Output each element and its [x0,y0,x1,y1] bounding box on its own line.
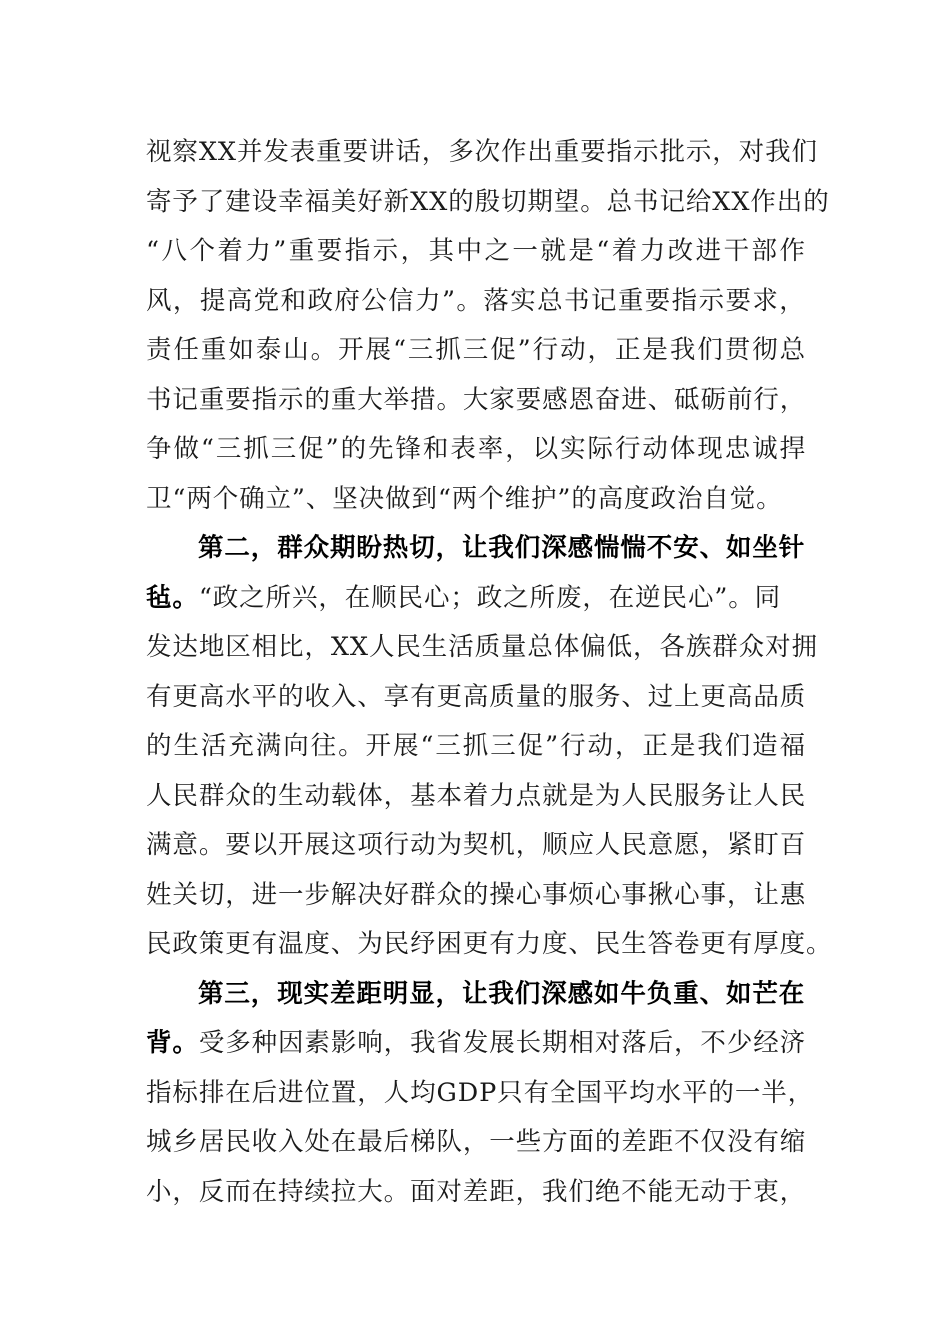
paragraph-1 [146,128,830,524]
text-line: 的 生 活 充 满 向 往 。 开 展 “ 三 抓 三 促 ” 行 动 ， 正 是 我 们 造 福 [146,731,806,761]
heading-end: 毡。 [146,582,199,613]
paragraph-3 [146,970,815,1218]
text-line: 责 任 重 如 泰 山 。 开 展 “ 三 抓 三 促 ” 行 动 ， 正 是 我 们 贯 彻 总 [146,335,806,365]
text-line: 人 民 群 众 的 生 动 载 体 ， 基 本 着 力 点 就 是 为 人 民 服 务 让 人 民 [146,780,807,811]
section-heading: 第二，群众期盼热切，让我们深感惴惴不安、如坐针 [198,533,806,563]
text-line: 视 察 X X 并 发 表 重 要 讲 话 ， 多 次 作 出 重 要 指 示 批 示 ， 对 我 们 [146,137,818,167]
text-line: 满 意 。 要 以 开 展 这 项 行 动 为 契 机 ， 顺 应 人 民 意 愿 ， 紧 盯 百 [146,830,807,860]
paragraph-2 [146,524,833,970]
text-line: 小，反而在持续拉大。面对差距，我们绝不能无动于衷， [146,1176,807,1207]
text-line: 争 做 “ 三 抓 三 促 ” 的 先 锋 和 表 率 ， 以 实 际 行 动 体 现 忠 诚 捍 [146,434,806,464]
text-line [146,574,806,624]
body-text [146,128,833,1217]
text-line: 指 标 排 在 后 进 位 置 ， 人 均 G D P 只 有 全 国 平 均 水 平 的 一 半 ， [146,1077,815,1108]
text-line: 风 ， 提 高 党 和 政 府 公 信 力 ” 。 落 实 总 书 记 重 要 指 示 要 求 ， [146,285,806,316]
text-line-rest: 受多种因素影响，我省发展长期相对落后，不少经济 [198,1028,807,1058]
text-line: 城 乡 居 民 收 入 处 在 最 后 梯 队 ， 一 些 方 面 的 差 距 不 仅 没 有 缩 [146,1127,807,1157]
section-heading: 第三，现实差距明显，让我们深感如牛负重、如芒在 [198,978,806,1009]
text-line [146,1019,806,1069]
text-line: 发 达 地 区 相 比 ， X X 人 民 生 活 质 量 总 体 偏 低 ， 各 族 群 众 对 拥 [146,632,818,662]
text-line: 有 更 高 水 平 的 收 入 、 享 有 更 高 质 量 的 服 务 、 过 上 更 高 品 质 [146,681,807,712]
text-line: 寄 予 了 建 设 幸 福 美 好 新 X X 的 殷 切 期 望 。 总 书 记 给 X X 作 出 的 [146,186,830,217]
text-line: 姓 关 切 ， 进 一 步 解 决 好 群 众 的 操 心 事 烦 心 事 揪 心 事 ， 让 惠 [146,879,807,910]
text-line: “ 八 个 着 力 ” 重 要 指 示 ， 其 中 之 一 就 是 “ 着 力 改 进 干 部 作 [146,236,806,266]
text-line: 书 记 重 要 指 示 的 重 大 举 措 。 大 家 要 感 恩 奋 进 、 砥 砺 前 行 ， [146,384,807,415]
text-line: 卫“两个确立”、坚决做到“两个维护”的高度政治自觉。 [146,483,783,514]
heading-end: 背。 [146,1028,199,1058]
text-line-rest: “政之所兴，在顺民心；政之所废，在逆民心”。同 [198,582,782,613]
text-line: 民政策更有温度、为民纾困更有力度、民生答卷更有厚度。 [146,929,833,959]
